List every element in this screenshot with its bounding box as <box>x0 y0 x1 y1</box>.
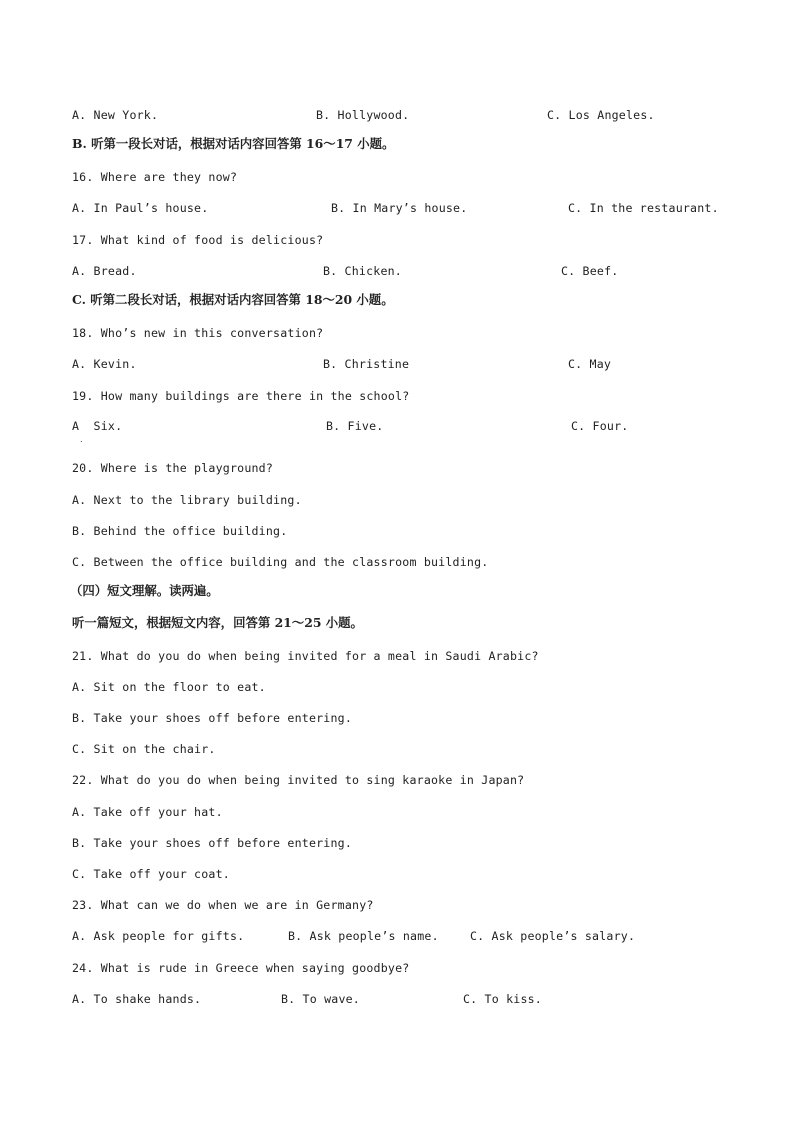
question-18: 18. Who’s new in this conversation? <box>72 326 324 340</box>
q20-option-c: C. Between the office building and the classroom building. <box>72 555 489 569</box>
q15-option-c: C. Los Angeles. <box>547 108 655 122</box>
question-19: 19. How many buildings are there in the school? <box>72 389 410 403</box>
question-17: 17. What kind of food is delicious? <box>72 233 324 247</box>
q16-option-a: A. In Paul’s house. <box>72 201 209 215</box>
part-four-heading: （四）短文理解。读两遍。 <box>70 583 219 598</box>
q21-option-b: B. Take your shoes off before entering. <box>72 711 353 725</box>
q21-option-a: A. Sit on the floor to eat. <box>72 680 266 694</box>
q15-option-a: A. New York. <box>72 108 159 122</box>
q21-option-c: C. Sit on the chair. <box>72 742 216 756</box>
q17-option-b: B. Chicken. <box>323 264 402 278</box>
q19-option-b: B. Five. <box>326 419 384 433</box>
q24-option-a: A. To shake hands. <box>72 992 202 1006</box>
stray-dot-mark: . <box>80 435 83 444</box>
q18-option-c: C. May <box>568 357 612 371</box>
section-c-heading: C. 听第二段长对话，根据对话内容回答第 18～20 小题。 <box>72 292 394 307</box>
question-24: 24. What is rude in Greece when saying goodbye? <box>72 961 410 975</box>
q23-option-b: B. Ask people’s name. <box>288 929 439 943</box>
q18-option-b: B. Christine <box>323 357 410 371</box>
q17-option-c: C. Beef. <box>561 264 619 278</box>
question-21: 21. What do you do when being invited for a meal in Saudi Arabic? <box>72 649 539 663</box>
q15-option-b: B. Hollywood. <box>316 108 410 122</box>
q23-option-a: A. Ask people for gifts. <box>72 929 245 943</box>
q17-option-a: A. Bread. <box>72 264 137 278</box>
q16-option-c: C. In the restaurant. <box>568 201 719 215</box>
q22-option-a: A. Take off your hat. <box>72 805 223 819</box>
q18-option-a: A. Kevin. <box>72 357 137 371</box>
question-20: 20. Where is the playground? <box>72 461 274 475</box>
section-b-heading: B. 听第一段长对话，根据对话内容回答第 16～17 小题。 <box>72 136 395 151</box>
q16-option-b: B. In Mary’s house. <box>331 201 468 215</box>
q20-option-a: A. Next to the library building. <box>72 493 302 507</box>
q20-option-b: B. Behind the office building. <box>72 524 288 538</box>
part-four-instructions: 听一篇短文，根据短文内容，回答第 21～25 小题。 <box>72 615 363 630</box>
q24-option-c: C. To kiss. <box>463 992 542 1006</box>
q19-option-a: A Six. <box>72 419 123 433</box>
question-16: 16. Where are they now? <box>72 170 238 184</box>
q24-option-b: B. To wave. <box>281 992 360 1006</box>
question-22: 22. What do you do when being invited to sing karaoke in Japan? <box>72 773 525 787</box>
q23-option-c: C. Ask people’s salary. <box>470 929 636 943</box>
q19-option-c: C. Four. <box>571 419 629 433</box>
q22-option-c: C. Take off your coat. <box>72 867 230 881</box>
q22-option-b: B. Take your shoes off before entering. <box>72 836 353 850</box>
question-23: 23. What can we do when we are in Germany? <box>72 898 374 912</box>
